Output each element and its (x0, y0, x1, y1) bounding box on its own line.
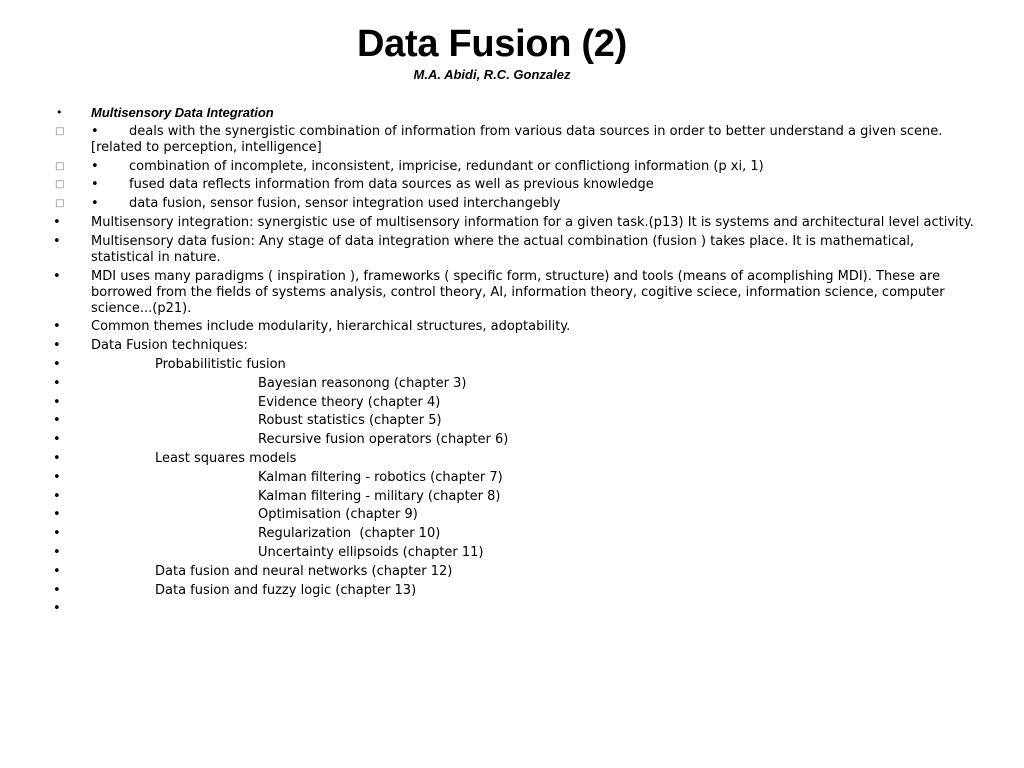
bullet-icon: • (53, 375, 61, 391)
list-item (0, 196, 1024, 212)
bullet-icon: • (53, 544, 61, 560)
list-item-text: Recursive fusion operators (chapter 6) (258, 432, 509, 448)
list-item-text (91, 601, 981, 617)
list-item (0, 338, 1024, 354)
list-item (0, 395, 1024, 411)
list-item-text: Least squares models (155, 450, 297, 466)
bullet-icon: • (53, 469, 61, 485)
list-item-text: Data fusion and fuzzy logic (chapter 13) (155, 582, 417, 598)
section-heading: Multisensory Data Integration (91, 105, 274, 120)
bullet-icon: • (53, 488, 61, 504)
list-item (0, 124, 1024, 156)
bullet-icon: • (53, 214, 61, 230)
bullet-icon: • (53, 319, 61, 335)
bullet-icon: • (53, 507, 61, 523)
list-item (0, 215, 1024, 231)
list-item (0, 357, 1024, 373)
bullet-icon: • (53, 601, 61, 617)
bullet-icon: • (53, 268, 61, 284)
bullet-icon: • (53, 582, 61, 598)
bullet-icon: • (53, 233, 61, 249)
list-item-text: Kalman filtering - military (chapter 8) (258, 488, 501, 504)
list-item (0, 105, 1024, 121)
slide-title: Data Fusion (2) (357, 23, 627, 65)
list-item (0, 526, 1024, 542)
list-item (0, 177, 1024, 193)
bullet-icon: • (53, 413, 61, 429)
bullet-icon: • (53, 563, 61, 579)
list-item (0, 234, 1024, 266)
bullet-icon: • (56, 106, 63, 119)
list-item-text: Kalman filtering - robotics (chapter 7) (258, 469, 503, 485)
missing-glyph-icon: □ (55, 198, 65, 210)
bullet-icon: • (53, 394, 61, 410)
list-item (0, 376, 1024, 392)
list-item-text: Bayesian reasonong (chapter 3) (258, 375, 467, 391)
list-item-text: Evidence theory (chapter 4) (258, 394, 441, 410)
list-item-text: Uncertainty ellipsoids (chapter 11) (258, 544, 484, 560)
list-item (0, 545, 1024, 561)
list-item (0, 451, 1024, 467)
list-item (0, 432, 1024, 448)
list-item (0, 319, 1024, 335)
list-item (0, 507, 1024, 523)
bullet-icon: • (53, 526, 61, 542)
missing-glyph-icon: □ (55, 125, 65, 137)
list-item-text: Common themes include modularity, hierarchical structures, adoptability. (91, 319, 571, 335)
list-item-text: Data fusion and neural networks (chapter 12) (155, 563, 453, 579)
missing-glyph-icon: □ (55, 160, 65, 172)
list-item-text: • deals with the synergistic combination of information from various data sources in order to better understand a given scene. [related to perception, intelligence] (91, 123, 943, 155)
list-item-text: Probabilitistic fusion (155, 356, 286, 372)
list-item-text: • fused data reflects information from data sources as well as previous knowledge (91, 177, 654, 193)
bullet-icon: • (91, 123, 99, 139)
list-item-text: Multisensory data fusion: Any stage of data integration where the actual combination (fusion ) takes place. It is mathematical, statistical in nature. (91, 233, 915, 265)
bullet-icon: • (53, 338, 61, 354)
bullet-icon: • (53, 450, 61, 466)
list-item-text: MDI uses many paradigms ( inspiration ), frameworks ( specific form, structure) and tools (means of acomplishing MDI). These are borrowed from the fields of systems analysis, control theory, AI, information theory, cogitive sciece, information science, computer science...(p21). (91, 268, 945, 316)
list-item-text: Optimisation (chapter 9) (258, 507, 418, 523)
list-item (0, 470, 1024, 486)
bullet-icon: • (91, 158, 99, 174)
list-item (0, 489, 1024, 505)
list-item (0, 583, 1024, 599)
list-item-text: • data fusion, sensor fusion, sensor integration used interchangebly (91, 196, 561, 212)
list-item (0, 159, 1024, 175)
bullet-icon: • (53, 432, 61, 448)
list-item-text: Robust statistics (chapter 5) (258, 413, 442, 429)
bullet-icon: • (53, 356, 61, 372)
list-item (0, 413, 1024, 429)
list-item (0, 601, 1024, 617)
list-item-text: Data Fusion techniques: (91, 338, 248, 354)
bullet-icon: • (91, 177, 99, 193)
list-item-text: Multisensory integration: synergistic use of multisensory information for a given task.(p13) It is systems and architectural level activity. (91, 214, 974, 230)
list-item-text: Regularization (chapter 10) (258, 526, 441, 542)
slide-authors: M.A. Abidi, R.C. Gonzalez (413, 67, 571, 82)
list-item-text: • combination of incomplete, inconsistent, impricise, redundant or conflictiong information (p xi, 1) (91, 158, 764, 174)
list-item (0, 564, 1024, 580)
bullet-icon: • (91, 196, 99, 212)
bullet-list (0, 105, 1024, 620)
missing-glyph-icon: □ (55, 179, 65, 191)
list-item (0, 269, 1024, 317)
